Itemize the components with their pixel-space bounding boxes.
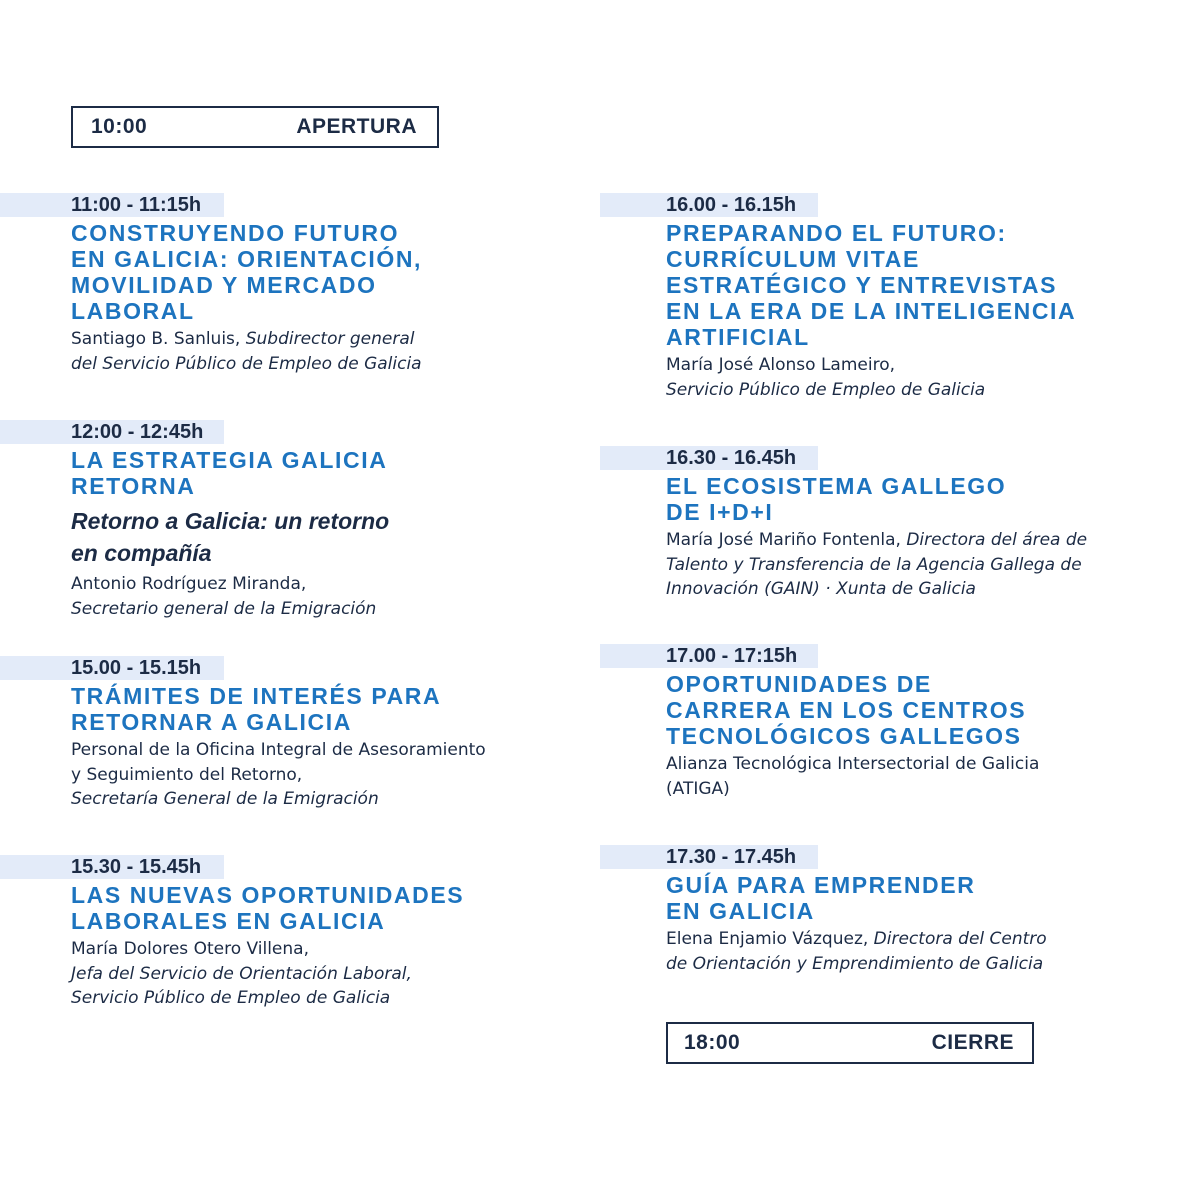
session-7 xyxy=(600,644,1039,801)
session-speaker xyxy=(666,528,1087,602)
closing-label: CIERRE xyxy=(931,1031,1014,1054)
opening-label: APERTURA xyxy=(296,115,417,138)
session-time-band xyxy=(600,644,818,668)
session-title-line: DE I+D+I xyxy=(666,499,774,525)
session-speaker xyxy=(666,353,1076,402)
session-title xyxy=(71,220,422,324)
session-time: 12:00 - 12:45h xyxy=(71,421,204,443)
speaker-name: María Dolores Otero Villena, xyxy=(71,939,309,959)
speaker-role: Directora del Centro xyxy=(873,929,1047,949)
session-speaker xyxy=(71,937,464,1011)
speaker-name: Elena Enjamio Vázquez, xyxy=(666,929,874,949)
session-subtitle-line: Retorno a Galicia: un retorno xyxy=(71,508,390,534)
session-speaker xyxy=(71,327,422,376)
speaker-name: María José Mariño Fontenla, xyxy=(666,530,907,550)
speaker-role: Secretario general de la Emigración xyxy=(71,598,377,619)
session-4 xyxy=(0,855,464,1011)
session-title-line: RETORNAR A GALICIA xyxy=(71,709,352,735)
session-subtitle-line: en compañía xyxy=(71,540,212,566)
session-title-line: GUÍA PARA EMPRENDER xyxy=(666,872,976,898)
session-title xyxy=(666,220,1076,350)
session-title-line: EL ECOSISTEMA GALLEGO xyxy=(666,473,1007,499)
speaker-role: Secretaría General de la Emigración xyxy=(71,789,379,809)
speaker-role: Jefa del Servicio de Orientación Laboral, xyxy=(71,963,412,984)
speaker-role: Innovación (GAIN) · Xunta de Galicia xyxy=(666,579,976,599)
session-title-line: OPORTUNIDADES DE xyxy=(666,671,932,697)
session-title xyxy=(71,683,486,735)
session-time-band xyxy=(0,193,224,217)
session-time: 17.30 - 17.45h xyxy=(666,846,797,868)
speaker-role: Talento y Transferencia de la Agencia Gallega de xyxy=(666,554,1082,575)
session-speaker xyxy=(71,572,389,621)
session-time-band xyxy=(0,855,224,879)
session-title xyxy=(71,447,389,499)
session-8 xyxy=(600,845,1047,976)
session-speaker xyxy=(71,738,486,812)
session-title-line: CARRERA EN LOS CENTROS xyxy=(666,697,1027,723)
session-time: 15.00 - 15.15h xyxy=(71,657,202,679)
speaker-name: Antonio Rodríguez Miranda, xyxy=(71,574,307,594)
speaker-line: Alianza Tecnológica Intersectorial de Galicia xyxy=(666,754,1040,774)
speaker-role: Subdirector general xyxy=(245,329,415,349)
session-title-line: ARTIFICIAL xyxy=(666,324,810,350)
session-subtitle xyxy=(71,505,389,569)
session-title-line: MOVILIDAD Y MERCADO xyxy=(71,272,377,298)
session-time-band xyxy=(600,845,818,869)
session-3 xyxy=(0,656,486,812)
session-time: 11:00 - 11:15h xyxy=(71,194,202,216)
session-title-line: EN GALICIA xyxy=(666,898,815,924)
speaker-line: (ATIGA) xyxy=(666,778,730,799)
speaker-line: y Seguimiento del Retorno, xyxy=(71,764,303,785)
speaker-name: Santiago B. Sanluis, xyxy=(71,329,246,349)
session-title-line: PREPARANDO EL FUTURO: xyxy=(666,220,1007,246)
speaker-role: Directora del área de xyxy=(906,530,1088,550)
session-1 xyxy=(0,193,422,376)
session-title xyxy=(666,671,1039,749)
session-time-band xyxy=(0,656,224,680)
session-title-line: LA ESTRATEGIA GALICIA xyxy=(71,447,388,473)
session-title-line: LAS NUEVAS OPORTUNIDADES xyxy=(71,882,465,908)
session-title-line: CONSTRUYENDO FUTURO xyxy=(71,220,400,246)
session-time: 16.30 - 16.45h xyxy=(666,447,797,469)
closing-time: 18:00 xyxy=(684,1031,741,1054)
session-title-line: LABORAL xyxy=(71,298,195,324)
session-time: 16.00 - 16.15h xyxy=(666,194,797,216)
session-speaker xyxy=(666,927,1047,976)
session-2 xyxy=(0,420,389,621)
speaker-name: María José Alonso Lameiro, xyxy=(666,355,895,375)
speaker-role: Servicio Público de Empleo de Galicia xyxy=(666,379,986,400)
session-title-line: RETORNA xyxy=(71,473,196,499)
session-time-band xyxy=(0,420,224,444)
session-title-line: EN LA ERA DE LA INTELIGENCIA xyxy=(666,298,1077,324)
session-speaker xyxy=(666,752,1039,801)
session-time-band xyxy=(600,446,818,470)
opening-box xyxy=(71,106,439,148)
session-time-band xyxy=(600,193,818,217)
speaker-role: de Orientación y Emprendimiento de Galicia xyxy=(666,953,1044,974)
session-title-line: CURRÍCULUM VITAE xyxy=(666,246,920,272)
session-title-line: TRÁMITES DE INTERÉS PARA xyxy=(71,683,442,709)
session-title-line: TECNOLÓGICOS GALLEGOS xyxy=(666,723,1022,749)
session-time: 17.00 - 17:15h xyxy=(666,645,798,667)
session-title-line: ESTRATÉGICO Y ENTREVISTAS xyxy=(666,272,1058,298)
session-time: 15.30 - 15.45h xyxy=(71,856,202,878)
session-5 xyxy=(600,193,1076,402)
opening-time: 10:00 xyxy=(91,115,148,138)
closing-box xyxy=(666,1022,1034,1064)
session-6 xyxy=(600,446,1087,602)
session-title xyxy=(666,473,1087,525)
speaker-role: del Servicio Público de Empleo de Galicia xyxy=(71,353,422,374)
session-title xyxy=(666,872,1047,924)
speaker-role: Servicio Público de Empleo de Galicia xyxy=(71,988,391,1008)
speaker-line: Personal de la Oficina Integral de Asesoramiento xyxy=(71,740,486,760)
session-title-line: LABORALES EN GALICIA xyxy=(71,908,386,934)
session-title xyxy=(71,882,464,934)
session-title-line: EN GALICIA: ORIENTACIÓN, xyxy=(71,246,423,272)
